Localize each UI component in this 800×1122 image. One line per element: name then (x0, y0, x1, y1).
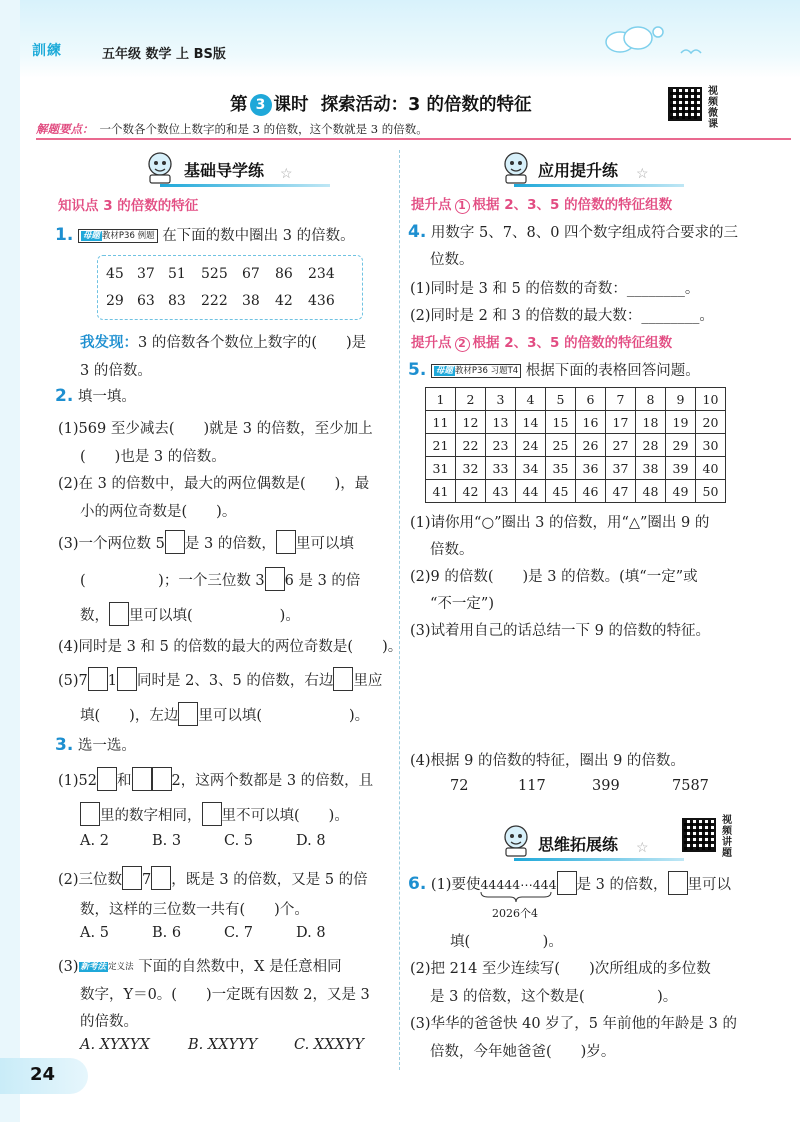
option-d[interactable]: D. 8 (296, 833, 326, 849)
table-cell[interactable]: 40 (696, 457, 726, 480)
cloud-decoration-icon (600, 24, 670, 54)
table-cell[interactable]: 8 (636, 388, 666, 411)
q4-p1: (1)同时是 3 和 5 的倍数的奇数：________。 (410, 281, 700, 297)
blank-box[interactable] (333, 667, 353, 691)
table-cell[interactable]: 12 (456, 411, 486, 434)
series-label: 五年级 数学 上 BS版 (102, 47, 226, 62)
q3-p3-cont: 数字，Y＝0。( )一定既有因数 2，又是 3 (80, 987, 370, 1003)
brand-logo: 訓練 (32, 43, 62, 59)
option-c[interactable]: C. XXXYY (294, 1037, 364, 1053)
table-cell[interactable]: 31 (426, 457, 456, 480)
star-icon: ☆ (636, 166, 649, 182)
q3-p3-tag: 新考法 定义法 (80, 962, 134, 972)
table-cell[interactable]: 50 (696, 480, 726, 503)
q6-p3: (3)华华的爸爸快 40 岁了，5 年前他的年龄是 3 的 (410, 1016, 737, 1032)
q4-number: 4. (408, 222, 427, 242)
improve-point-2: 提升点 2 根据 2、3、5 的倍数的特征组数 (411, 335, 673, 351)
num-cell[interactable]: 436 (308, 293, 335, 309)
q5-p1: (1)请你用“○”圈出 3 的倍数，用“△”圈出 9 的 (410, 515, 710, 531)
q2-p4: (4)同时是 3 和 5 的倍数的最大的两位奇数是( )。 (58, 639, 403, 655)
blank-box[interactable] (557, 871, 577, 895)
table-cell[interactable]: 37 (606, 457, 636, 480)
q5-p3: (3)试着用自己的话总结一下 9 的倍数的特征。 (410, 623, 710, 639)
tip-text: 一个数各个数位上数字的和是 3 的倍数，这个数就是 3 的倍数。 (99, 122, 428, 136)
section-extend (538, 832, 618, 855)
table-cell[interactable]: 44 (516, 480, 546, 503)
table-cell[interactable]: 13 (486, 411, 516, 434)
q5-text: 根据下面的表格回答问题。 (525, 363, 700, 379)
page-number-text: 24 (30, 1064, 56, 1085)
table-cell[interactable]: 48 (636, 480, 666, 503)
lesson-prefix: 第 (230, 95, 248, 115)
q3-number: 3. (55, 735, 74, 755)
number-row-1 (106, 266, 335, 282)
table-row (426, 434, 726, 457)
table-cell[interactable]: 46 (576, 480, 606, 503)
blank-box[interactable] (202, 802, 222, 826)
table-cell[interactable]: 33 (486, 457, 516, 480)
section-extend-title: 思维拓展练 (538, 835, 619, 854)
table-cell[interactable]: 32 (456, 457, 486, 480)
bird-decoration-icon (680, 46, 702, 60)
table-cell[interactable]: 34 (516, 457, 546, 480)
q6-p3-cont: 倍数，今年她爸爸( )岁。 (430, 1044, 616, 1060)
table-cell[interactable]: 16 (576, 411, 606, 434)
lesson-suffix: 课时 (273, 95, 309, 115)
star-icon: ☆ (280, 166, 293, 182)
q6-number: 6. (408, 874, 427, 894)
solving-tip (36, 120, 791, 140)
q2-title: 填一填。 (77, 389, 136, 405)
q4-p2: (2)同时是 2 和 3 的倍数的最大数：________。 (410, 308, 714, 324)
hundred-table (425, 387, 726, 503)
blank-box[interactable] (97, 767, 117, 791)
table-cell[interactable]: 28 (636, 434, 666, 457)
option-d[interactable]: D. 8 (296, 925, 326, 941)
blank-box[interactable] (151, 866, 171, 890)
option-c[interactable]: C. 7 (224, 925, 254, 941)
q4-text: 用数字 5、7、8、0 四个数字组成符合要求的三 (430, 225, 739, 241)
blank-box[interactable] (276, 530, 296, 554)
q3-p2: (2)三位数 7 ，既是 3 的倍数，又是 5 的倍 (58, 866, 368, 890)
q5-p4: (4)根据 9 的倍数的特征，圈出 9 的倍数。 (410, 753, 685, 769)
table-cell[interactable]: 47 (606, 480, 636, 503)
table-cell[interactable]: 5 (546, 388, 576, 411)
table-cell[interactable]: 11 (426, 411, 456, 434)
q3-p1-cont: 里的数字相同， 里不可以填( )。 (80, 802, 349, 826)
table-cell[interactable]: 30 (696, 434, 726, 457)
table-cell[interactable]: 7 (606, 388, 636, 411)
blank-box[interactable] (152, 767, 172, 791)
table-cell[interactable]: 17 (606, 411, 636, 434)
blank-box[interactable] (265, 567, 285, 591)
num-choice[interactable]: 117 (518, 778, 546, 794)
q2-p5: (5)7 1 同时是 2、3、5 的倍数，右边 里应 (58, 667, 382, 691)
num-cell[interactable]: 234 (308, 266, 335, 282)
table-cell[interactable]: 3 (486, 388, 516, 411)
table-row (426, 457, 726, 480)
q2-p3: (3)一个两位数 5 是 3 的倍数， 里可以填 (58, 530, 354, 554)
q1-finding (80, 331, 366, 352)
brace-label: 2026个4 (492, 907, 538, 920)
q5-number: 5. (408, 360, 427, 380)
num-cell[interactable]: 51 (168, 266, 186, 282)
table-cell[interactable]: 24 (516, 434, 546, 457)
table-cell[interactable]: 38 (636, 457, 666, 480)
q4 (408, 221, 738, 242)
option-a[interactable]: A. 5 (80, 925, 109, 941)
table-cell[interactable]: 23 (486, 434, 516, 457)
num-cell[interactable]: 29 (106, 293, 124, 309)
table-cell[interactable]: 49 (666, 480, 696, 503)
q3-title: 选一选。 (77, 738, 136, 754)
q2-p1: (1)569 至少减去( )就是 3 的倍数，至少加上 (58, 421, 373, 437)
number-box (97, 255, 363, 320)
q3-p2-options (80, 925, 326, 941)
blank-box[interactable] (668, 871, 688, 895)
table-cell[interactable]: 19 (666, 411, 696, 434)
left-margin-bar (0, 0, 20, 1122)
table-cell[interactable]: 21 (426, 434, 456, 457)
q2-p3-cont: ( )；一个三位数 3 6 是 3 的倍 (80, 567, 360, 591)
table-cell[interactable]: 10 (696, 388, 726, 411)
option-a[interactable]: A. 2 (80, 833, 109, 849)
q5 (408, 359, 700, 380)
num-choice[interactable]: 72 (450, 778, 469, 794)
mascot-icon (500, 150, 532, 184)
q3-p1: (1)52 和 2，这两个数都是 3 的倍数，且 (58, 767, 373, 791)
tip-label: 解题要点： (36, 122, 94, 136)
q2-p1-cont: ( )也是 3 的倍数。 (80, 449, 226, 465)
mascot-icon (144, 150, 176, 184)
blank-box[interactable] (165, 530, 185, 554)
table-cell[interactable]: 4 (516, 388, 546, 411)
q1-text: 在下面的数中圈出 3 的倍数。 (162, 228, 355, 244)
num-choice[interactable]: 7587 (672, 778, 709, 794)
section-basic (184, 158, 264, 181)
table-cell[interactable]: 43 (486, 480, 516, 503)
table-cell[interactable]: 22 (456, 434, 486, 457)
num-cell[interactable]: 45 (106, 266, 124, 282)
q2-p3-cont2: 数， 里可以填( )。 (80, 602, 300, 626)
qr-label: 视频微课 (708, 86, 718, 130)
q3 (55, 734, 136, 755)
lesson-topic: 探索活动：3 的倍数的特征 (320, 95, 532, 115)
q3-p3-options (80, 1037, 364, 1053)
table-cell[interactable]: 36 (576, 457, 606, 480)
mascot-icon (500, 823, 532, 857)
blank-box[interactable] (178, 702, 198, 726)
q3-p2-cont: 数，这样的三位数一共有( )个。 (80, 902, 309, 918)
q5-p2: (2)9 的倍数( )是 3 的倍数。(填“一定”或 (410, 569, 698, 585)
q2-p2-cont: 小的两位奇数是( )。 (80, 504, 237, 520)
num-cell[interactable]: 37 (137, 266, 155, 282)
num-cell[interactable]: 83 (168, 293, 186, 309)
table-cell[interactable]: 1 (426, 388, 456, 411)
knowledge-point: 知识点 3 的倍数的特征 (58, 198, 199, 214)
brace-icon (480, 891, 552, 903)
table-cell[interactable]: 41 (426, 480, 456, 503)
option-b[interactable]: B. XXYYY (188, 1037, 258, 1053)
num-cell[interactable]: 525 (201, 266, 228, 282)
q3-p3-cont2: 的倍数。 (80, 1014, 138, 1030)
q1-tag: 母题 教材P36 例题 (78, 229, 158, 243)
option-c[interactable]: C. 5 (224, 833, 254, 849)
column-divider (399, 150, 400, 1070)
q1-number: 1. (55, 225, 74, 245)
blank-box[interactable] (122, 866, 142, 890)
num-cell[interactable]: 67 (242, 266, 260, 282)
finding-text: 3 的倍数各个数位上数字的( )是 (138, 335, 367, 351)
table-row (426, 388, 726, 411)
blank-box[interactable] (88, 667, 108, 691)
q5-p1-cont: 倍数。 (430, 542, 474, 558)
table-cell[interactable]: 18 (636, 411, 666, 434)
num-cell[interactable]: 42 (275, 293, 293, 309)
lesson-title (230, 91, 531, 116)
table-cell[interactable]: 45 (546, 480, 576, 503)
q3-p3: (3) 新考法 定义法 下面的自然数中，X 是任意相同 (58, 959, 342, 975)
table-cell[interactable]: 14 (516, 411, 546, 434)
num-cell[interactable]: 38 (242, 293, 260, 309)
page-number (0, 1058, 88, 1094)
q2 (55, 385, 136, 406)
q5-p4-numbers (450, 778, 709, 794)
table-cell[interactable]: 2 (456, 388, 486, 411)
table-cell[interactable]: 20 (696, 411, 726, 434)
star-icon: ☆ (636, 840, 649, 856)
q2-p2: (2)在 3 的倍数中，最大的两位偶数是( )，最 (58, 476, 370, 492)
q6-p2-cont: 是 3 的倍数，这个数是( )。 (430, 989, 678, 1005)
q5-tag: 母题 教材P36 习题T4 (431, 364, 521, 378)
q6: 6. (1)要使44444⋯444 是 3 的倍数， 里可以 (408, 871, 731, 895)
lesson-number: 3 (250, 94, 272, 116)
repeated-digits: 44444⋯444 (480, 877, 557, 892)
q3-p1-options (80, 833, 326, 849)
qr-code-icon[interactable] (682, 818, 716, 852)
q2-number: 2. (55, 386, 74, 406)
table-cell[interactable]: 26 (576, 434, 606, 457)
improve-point-1: 提升点 1 根据 2、3、5 的倍数的特征组数 (411, 197, 673, 213)
blank-box[interactable] (132, 767, 152, 791)
blank-box[interactable] (109, 602, 129, 626)
qr2-label: 视频讲题 (722, 815, 732, 859)
table-cell[interactable]: 27 (606, 434, 636, 457)
table-cell[interactable]: 39 (666, 457, 696, 480)
num-choice[interactable]: 399 (592, 778, 620, 794)
q5-p2-cont: “不一定”) (430, 596, 494, 612)
section-basic-title: 基础导学练 (184, 161, 265, 180)
num-cell[interactable]: 63 (137, 293, 155, 309)
option-a[interactable]: A. XYXYX (80, 1037, 150, 1053)
blank-box[interactable] (117, 667, 137, 691)
num-cell[interactable]: 86 (275, 266, 293, 282)
table-cell[interactable]: 42 (456, 480, 486, 503)
section-apply (538, 158, 618, 181)
option-b[interactable]: B. 6 (152, 925, 182, 941)
table-cell[interactable]: 25 (546, 434, 576, 457)
table-cell[interactable]: 29 (666, 434, 696, 457)
q1 (55, 224, 355, 245)
option-b[interactable]: B. 3 (152, 833, 182, 849)
table-cell[interactable]: 15 (546, 411, 576, 434)
finding-label: 我发现： (80, 334, 138, 351)
blank-box[interactable] (80, 802, 100, 826)
section-apply-title: 应用提升练 (538, 161, 619, 180)
table-cell[interactable]: 35 (546, 457, 576, 480)
q4-text-cont: 位数。 (430, 252, 474, 268)
table-cell[interactable]: 6 (576, 388, 606, 411)
qr-code-icon[interactable] (668, 87, 702, 121)
header-band (0, 0, 800, 78)
number-row-2 (106, 293, 335, 309)
table-row (426, 411, 726, 434)
q6-p1-cont: 填( )。 (450, 934, 563, 950)
table-cell[interactable]: 9 (666, 388, 696, 411)
table-row (426, 480, 726, 503)
num-cell[interactable]: 222 (201, 293, 228, 309)
q2-p5-cont: 填( )，左边 里可以填( )。 (80, 702, 369, 726)
q6-p2: (2)把 214 至少连续写( )次所组成的多位数 (410, 961, 711, 977)
finding-text-cont: 3 的倍数。 (80, 363, 152, 379)
